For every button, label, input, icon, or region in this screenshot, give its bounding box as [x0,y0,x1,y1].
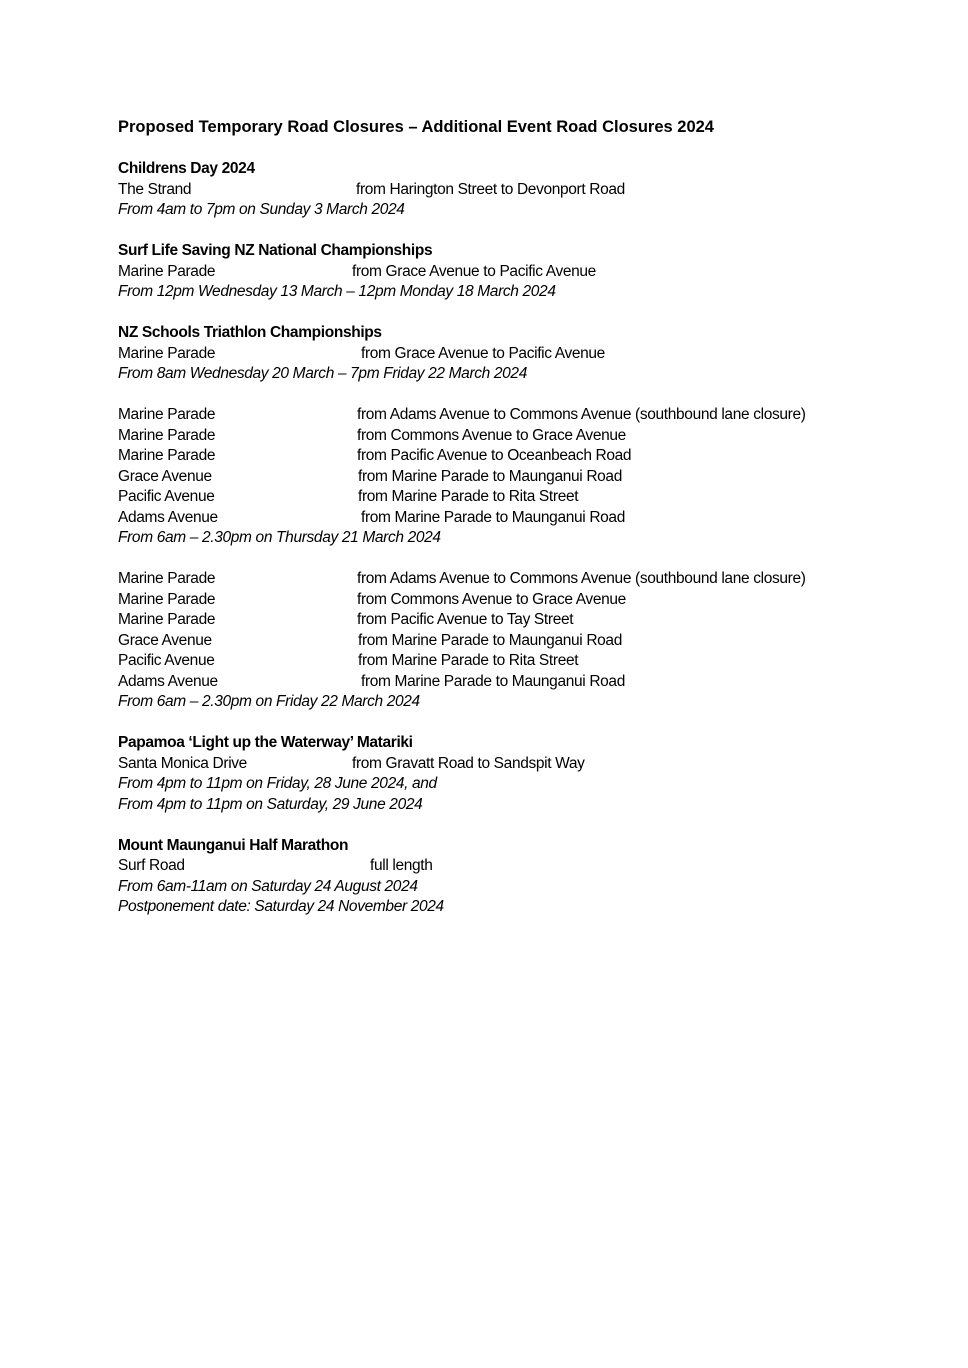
closure-extent: from Commons Avenue to Grace Avenue [357,590,626,608]
postponement-date: Postponement date: Saturday 24 November 2024 [118,898,444,915]
road-name: Marine Parade [118,262,216,280]
closure-section-papamoa-matariki [118,733,838,815]
closure-extent: from Marine Parade to Maunganui Road [361,672,625,690]
road-name: Santa Monica Drive [118,754,247,772]
road-name: Grace Avenue [118,467,212,485]
closure-section-nz-schools-triathlon [118,323,838,385]
closure-extent: from Adams Avenue to Commons Avenue (southbound lane closure) [357,406,806,423]
section-title: NZ Schools Triathlon Championships [118,324,382,341]
section-title: Papamoa ‘Light up the Waterway’ Matariki [118,734,413,751]
road-name: Adams Avenue [118,672,218,690]
document-content [118,116,838,938]
document-title: Proposed Temporary Road Closures – Additional Event Road Closures 2024 [118,118,714,136]
closure-extent: from Grace Avenue to Pacific Avenue [361,344,605,362]
closure-row [118,508,838,529]
closure-section-childrens-day [118,159,838,221]
closure-row [118,672,838,693]
section-title: Mount Maunganui Half Marathon [118,836,349,854]
closure-time: From 6am – 2.30pm on Friday 22 March 2024 [118,693,420,710]
closure-extent: from Grace Avenue to Pacific Avenue [352,262,596,280]
closure-row [118,590,838,611]
closure-extent: from Marine Parade to Maunganui Road [358,631,622,649]
closure-section-half-marathon [118,836,838,918]
closure-section-triathlon-thursday [118,405,838,549]
road-name: Grace Avenue [118,631,212,649]
closure-row [118,651,838,672]
closure-extent: from Harington Street to Devonport Road [356,180,625,198]
closure-row [118,856,838,877]
closure-time: From 8am Wednesday 20 March – 7pm Friday 22 March 2024 [118,365,527,382]
road-name: Marine Parade [118,344,216,362]
closure-extent: from Marine Parade to Rita Street [358,652,579,669]
closure-row [118,487,838,508]
closure-row [118,426,838,447]
closure-row [118,446,838,467]
closure-extent: full length [370,857,433,874]
closure-time: From 6am – 2.30pm on Thursday 21 March 2024 [118,529,441,546]
road-name: Pacific Avenue [118,652,215,669]
closure-row [118,631,838,652]
closure-row [118,569,838,590]
road-name: Marine Parade [118,447,216,464]
road-name: Marine Parade [118,611,216,628]
section-title: Surf Life Saving NZ National Championships [118,242,433,259]
road-name: Adams Avenue [118,508,218,526]
closure-extent: from Gravatt Road to Sandspit Way [352,754,585,772]
closure-row [118,610,838,631]
closure-extent: from Pacific Avenue to Tay Street [357,611,574,628]
road-name: Marine Parade [118,406,216,423]
section-title: Childrens Day 2024 [118,160,255,177]
road-name: Marine Parade [118,426,216,444]
road-name: Surf Road [118,857,185,874]
closure-time: From 6am-11am on Saturday 24 August 2024 [118,877,418,895]
closure-row [118,262,838,283]
closure-extent: from Adams Avenue to Commons Avenue (southbound lane closure) [357,570,806,587]
road-name: The Strand [118,180,192,198]
closure-extent: from Marine Parade to Rita Street [358,488,579,505]
closure-row [118,467,838,488]
closure-extent: from Marine Parade to Maunganui Road [358,467,622,485]
closure-extent: from Pacific Avenue to Oceanbeach Road [357,447,632,464]
closure-row [118,405,838,426]
closure-time: From 4am to 7pm on Sunday 3 March 2024 [118,201,405,218]
road-name: Marine Parade [118,570,216,587]
closure-section-triathlon-friday [118,569,838,713]
closure-section-surf-life-saving [118,241,838,303]
closure-extent: from Commons Avenue to Grace Avenue [357,426,626,444]
closure-time: From 12pm Wednesday 13 March – 12pm Monday 18 March 2024 [118,283,556,300]
closure-time: From 4pm to 11pm on Friday, 28 June 2024, and [118,775,437,792]
road-name: Pacific Avenue [118,488,215,505]
closure-extent: from Marine Parade to Maunganui Road [361,508,625,526]
closure-time: From 4pm to 11pm on Saturday, 29 June 2024 [118,795,423,813]
road-name: Marine Parade [118,590,216,608]
closure-row [118,180,838,201]
closure-row [118,344,838,365]
closure-row [118,754,838,775]
